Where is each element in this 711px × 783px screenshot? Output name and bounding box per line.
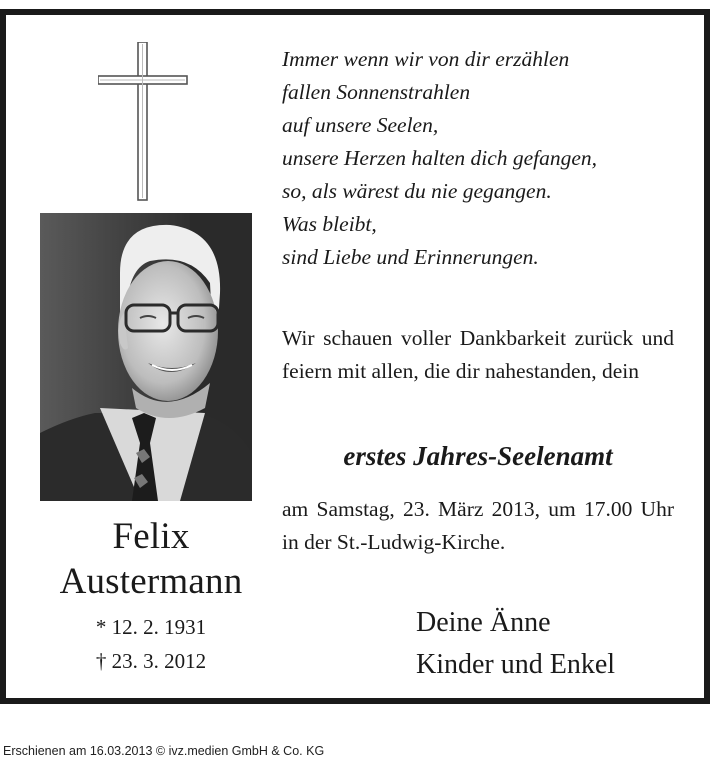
cross-icon bbox=[98, 42, 188, 202]
poem-line: Immer wenn wir von dir erzählen bbox=[282, 47, 570, 71]
poem-line: sind Liebe und Erinnerungen. bbox=[282, 245, 539, 269]
event-details: am Samstag, 23. März 2013, um 17.00 Uhr in der St.-Ludwig-Kirche. bbox=[282, 497, 674, 554]
poem-line: fallen Sonnenstrahlen bbox=[282, 80, 471, 104]
deceased-first-name: Felix bbox=[112, 516, 190, 557]
poem-line: auf unsere Seelen, bbox=[282, 113, 439, 137]
signature-line-1: Deine Änne bbox=[416, 607, 551, 638]
intro-paragraph: Wir schauen voller Dankbarkeit zurück und feiern mit allen, die dir nahestanden, dein bbox=[282, 326, 674, 383]
signature-line-2: Kinder und Enkel bbox=[416, 649, 616, 680]
publication-footer: Erschienen am 16.03.2013 © ivz.medien GmbH & Co. KG bbox=[3, 744, 325, 758]
event-title: erstes Jahres-Seelenamt bbox=[343, 441, 613, 471]
poem-line: unsere Herzen halten dich gefangen, bbox=[282, 146, 598, 170]
portrait-photo bbox=[40, 213, 252, 501]
birth-date: * 12. 2. 1931 bbox=[95, 615, 207, 639]
death-date: † 23. 3. 2012 bbox=[95, 649, 207, 673]
poem-line: so, als wärest du nie gegangen. bbox=[282, 179, 552, 203]
obituary-notice bbox=[0, 9, 710, 704]
poem bbox=[282, 43, 692, 274]
deceased-last-name: Austermann bbox=[59, 561, 243, 602]
poem-line: Was bleibt, bbox=[282, 212, 377, 236]
